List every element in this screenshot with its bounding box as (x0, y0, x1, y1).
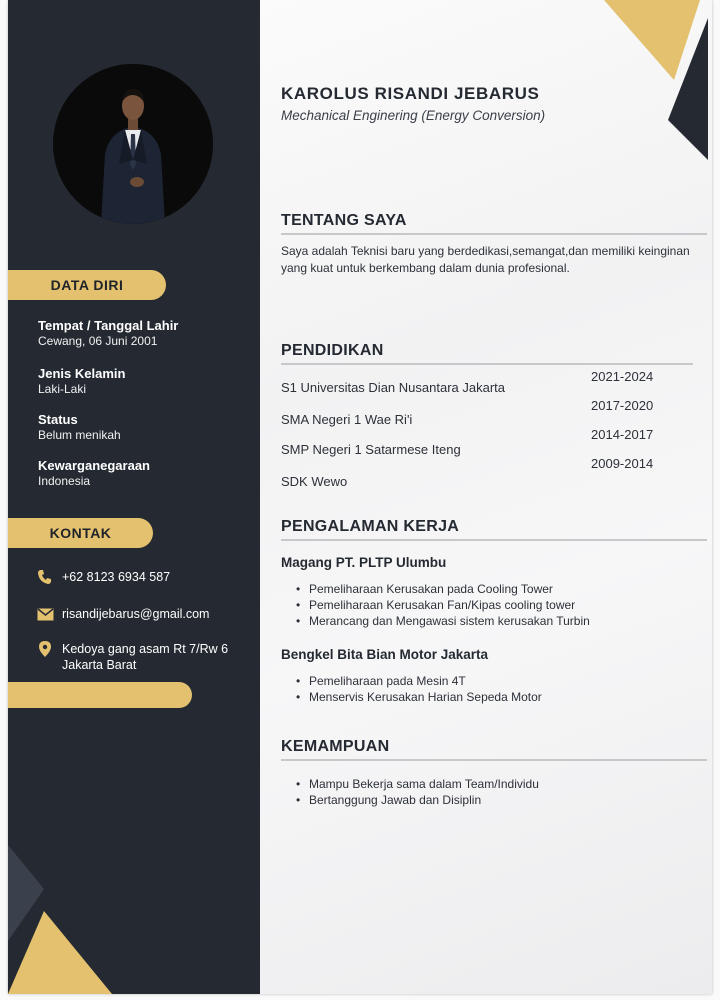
education-year: 2017-2020 (591, 398, 654, 413)
data-diri-heading-text: DATA DIRI (50, 277, 124, 293)
info-status (38, 412, 248, 443)
education-year: 2014-2017 (591, 427, 654, 442)
info-value: Belum menikah (38, 428, 121, 442)
contact-email (36, 606, 209, 622)
education-divider (281, 363, 693, 365)
info-value: Laki-Laki (38, 382, 87, 396)
experience-title: PENGALAMAN KERJA (281, 518, 460, 535)
full-name: KAROLUS RISANDI JEBARUS (281, 84, 540, 103)
info-value: Indonesia (38, 474, 91, 488)
data-diri-heading (8, 270, 166, 300)
list-item: • Merancang dan Mengawasi sistem kerusakan Turbin (296, 613, 590, 629)
info-birth (38, 318, 248, 349)
job-title: Magang PT. PLTP Ulumbu (281, 555, 447, 570)
education-school: SMP Negeri 1 Satarmese Iteng (281, 442, 461, 457)
address-text (62, 641, 228, 673)
education-school: SMA Negeri 1 Wae Ri'i (281, 412, 413, 427)
address-line-1: Kedoya gang asam Rt 7/Rw 6 (62, 642, 229, 656)
info-label: Status (38, 412, 78, 427)
info-value: Cewang, 06 Juni 2001 (38, 334, 158, 348)
skills-list (296, 776, 539, 808)
job-subtitle: Mechanical Enginering (Energy Conversion) (281, 108, 546, 123)
about-text: Saya adalah Teknisi baru yang berdedikasi,semangat,dan memiliki keinginan yang kuat untuk berkembang dalam dunia profesional. (281, 244, 690, 275)
education-school: S1 Universitas Dian Nusantara Jakarta (281, 380, 505, 395)
info-label: Tempat / Tanggal Lahir (38, 318, 179, 333)
sidebar (8, 0, 260, 994)
bottom-left-decoration (8, 845, 118, 994)
info-label: Kewarganegaraan (38, 458, 150, 473)
contact-address (36, 641, 228, 673)
about-divider (281, 233, 707, 235)
location-pin-icon (36, 641, 54, 657)
list-item: • Menservis Kerusakan Harian Sepeda Motor (296, 689, 542, 705)
about-title: TENTANG SAYA (281, 212, 407, 229)
job-duties-list (296, 673, 542, 705)
mail-icon (36, 606, 54, 622)
cv-sheet (8, 0, 712, 994)
top-right-decoration (604, 0, 712, 160)
info-gender (38, 366, 248, 397)
skills-title: KEMAMPUAN (281, 738, 390, 755)
skills-divider (281, 759, 707, 761)
email-text: risandijebarus@gmail.com (62, 607, 210, 621)
info-label: Jenis Kelamin (38, 366, 126, 381)
kontak-heading-text: KONTAK (49, 525, 112, 541)
sidebar-accent-bar (8, 682, 192, 708)
contact-phone (36, 569, 170, 585)
info-nationality (38, 458, 248, 489)
education-year: 2009-2014 (591, 456, 654, 471)
list-item: • Mampu Bekerja sama dalam Team/Individu (296, 776, 539, 792)
job-title: Bengkel Bita Bian Motor Jakarta (281, 647, 489, 662)
education-school: SDK Wewo (281, 474, 348, 489)
profile-photo (53, 64, 213, 224)
phone-text: +62 8123 6934 587 (62, 570, 171, 584)
address-line-2: Jakarta Barat (62, 658, 137, 672)
education-title: PENDIDIKAN (281, 342, 384, 359)
education-year: 2021-2024 (591, 369, 654, 384)
job-duties-list (296, 581, 590, 629)
list-item: • Bertanggung Jawab dan Disiplin (296, 792, 539, 808)
list-item: • Pemeliharaan pada Mesin 4T (296, 673, 542, 689)
phone-icon (36, 569, 54, 585)
experience-divider (281, 539, 707, 541)
kontak-heading (8, 518, 153, 548)
list-item: • Pemeliharaan Kerusakan Fan/Kipas cooling tower (296, 597, 590, 613)
list-item: • Pemeliharaan Kerusakan pada Cooling Tower (296, 581, 590, 597)
